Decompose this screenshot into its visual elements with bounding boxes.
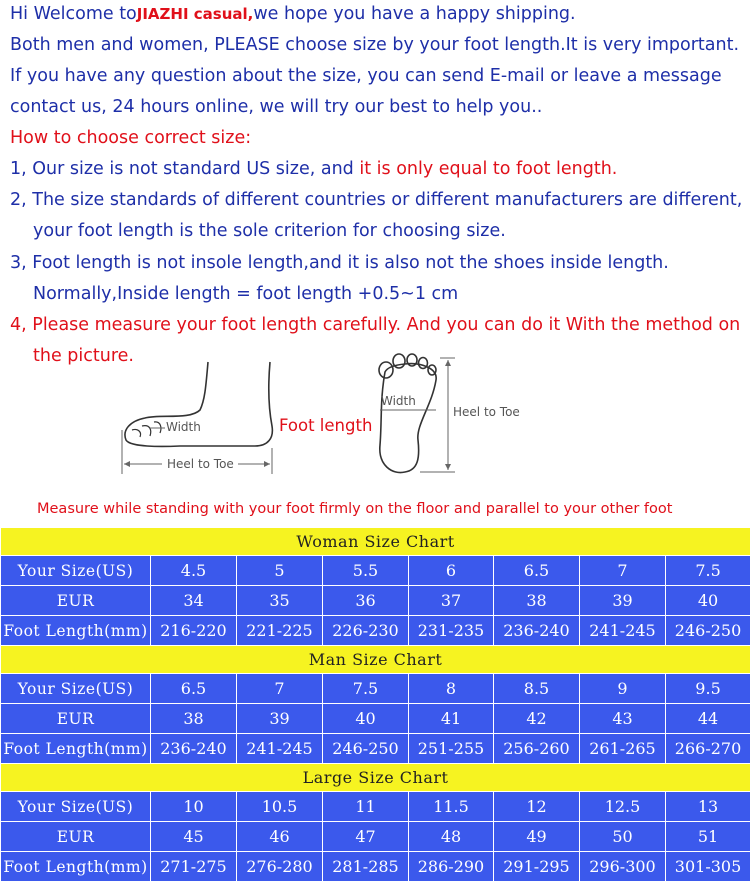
table-cell: 266-270 <box>666 734 750 764</box>
table-cell: 10 <box>151 792 237 822</box>
table-cell: 45 <box>151 822 237 852</box>
table-row <box>1 704 750 734</box>
table-cell: 42 <box>494 704 580 734</box>
row-label: Your Size(US) <box>1 674 151 704</box>
table-cell: 261-265 <box>580 734 666 764</box>
table-cell: 44 <box>666 704 750 734</box>
table-cell: 216-220 <box>151 616 237 646</box>
top-foot-drawing <box>379 354 436 473</box>
table-cell: 43 <box>580 704 666 734</box>
top-arrowhead-down <box>445 464 451 470</box>
top-heel-to-toe-label: Heel to Toe <box>453 405 520 419</box>
table-cell: 281-285 <box>323 852 409 882</box>
intro-line-2: Both men and women, PLEASE choose size by your foot length.It is very important. <box>10 35 740 55</box>
table-cell: 35 <box>237 586 323 616</box>
table-cell: 38 <box>151 704 237 734</box>
rule-3-continued: Normally,Inside length = foot length +0.5~1 cm <box>33 284 459 304</box>
row-label: Foot Length(mm) <box>1 852 151 882</box>
table-cell: 11.5 <box>409 792 494 822</box>
foot-length-label: Foot length <box>279 416 373 435</box>
side-arrowhead-left <box>124 461 130 467</box>
table-cell: 7 <box>237 674 323 704</box>
table-row <box>1 674 750 704</box>
man-chart-title: Man Size Chart <box>1 646 750 674</box>
table-cell: 51 <box>666 822 750 852</box>
row-label: Your Size(US) <box>1 556 151 586</box>
large-chart-title: Large Size Chart <box>1 764 750 792</box>
table-cell: 6.5 <box>494 556 580 586</box>
side-width-label: Width <box>166 420 201 434</box>
table-cell: 50 <box>580 822 666 852</box>
brand-name: JIAZHI casual, <box>136 5 254 23</box>
table-row <box>1 852 750 882</box>
rule-4-continued: the picture. <box>33 346 134 366</box>
table-row <box>1 556 750 586</box>
table-cell: 34 <box>151 586 237 616</box>
top-width-label: Width <box>381 394 416 408</box>
row-label: Foot Length(mm) <box>1 734 151 764</box>
table-cell: 49 <box>494 822 580 852</box>
table-cell: 241-245 <box>237 734 323 764</box>
table-cell: 39 <box>237 704 323 734</box>
table-cell: 4.5 <box>151 556 237 586</box>
how-to-heading: How to choose correct size: <box>10 128 252 148</box>
table-cell: 221-225 <box>237 616 323 646</box>
table-cell: 6 <box>409 556 494 586</box>
table-cell: 12.5 <box>580 792 666 822</box>
table-cell: 236-240 <box>494 616 580 646</box>
table-cell: 39 <box>580 586 666 616</box>
table-row <box>1 616 750 646</box>
table-row <box>1 586 750 616</box>
table-cell: 226-230 <box>323 616 409 646</box>
table-cell: 246-250 <box>323 734 409 764</box>
table-cell: 13 <box>666 792 750 822</box>
rule-4: 4, Please measure your foot length carefully. And you can do it With the method on <box>10 315 741 335</box>
table-cell: 231-235 <box>409 616 494 646</box>
table-cell: 286-290 <box>409 852 494 882</box>
table-cell: 12 <box>494 792 580 822</box>
woman-size-chart <box>0 528 750 646</box>
table-cell: 9 <box>580 674 666 704</box>
row-label: EUR <box>1 822 151 852</box>
table-row <box>1 822 750 852</box>
table-cell: 37 <box>409 586 494 616</box>
woman-chart-title: Woman Size Chart <box>1 528 750 556</box>
table-cell: 7 <box>580 556 666 586</box>
table-cell: 5 <box>237 556 323 586</box>
table-cell: 256-260 <box>494 734 580 764</box>
side-heel-to-toe-label: Heel to Toe <box>167 457 234 471</box>
top-arrowhead-up <box>445 360 451 366</box>
man-size-chart <box>0 646 750 764</box>
table-cell: 301-305 <box>666 852 750 882</box>
rule-3: 3, Foot length is not insole length,and it is also not the shoes inside length. <box>10 253 669 273</box>
table-cell: 36 <box>323 586 409 616</box>
table-cell: 40 <box>323 704 409 734</box>
large-size-chart <box>0 764 750 882</box>
row-label: Your Size(US) <box>1 792 151 822</box>
welcome-prefix: Hi Welcome to <box>10 4 137 24</box>
measure-note: Measure while standing with your foot firmly on the floor and parallel to your other foot <box>37 501 673 517</box>
table-row <box>1 734 750 764</box>
welcome-suffix: we hope you have a happy shipping. <box>253 4 576 24</box>
table-cell: 296-300 <box>580 852 666 882</box>
table-cell: 276-280 <box>237 852 323 882</box>
table-cell: 8.5 <box>494 674 580 704</box>
table-cell: 46 <box>237 822 323 852</box>
table-cell: 241-245 <box>580 616 666 646</box>
table-cell: 10.5 <box>237 792 323 822</box>
table-cell: 41 <box>409 704 494 734</box>
rule-1-highlight: it is only equal to foot length. <box>359 159 618 179</box>
table-cell: 48 <box>409 822 494 852</box>
table-row <box>1 792 750 822</box>
table-cell: 251-255 <box>409 734 494 764</box>
row-label: EUR <box>1 704 151 734</box>
table-cell: 236-240 <box>151 734 237 764</box>
table-cell: 5.5 <box>323 556 409 586</box>
table-cell: 11 <box>323 792 409 822</box>
table-cell: 271-275 <box>151 852 237 882</box>
rule-2-continued: your foot length is the sole criterion for choosing size. <box>33 221 506 241</box>
table-cell: 40 <box>666 586 750 616</box>
table-cell: 7.5 <box>666 556 750 586</box>
table-cell: 8 <box>409 674 494 704</box>
row-label: Foot Length(mm) <box>1 616 151 646</box>
side-arrowhead-right <box>264 461 270 467</box>
table-cell: 38 <box>494 586 580 616</box>
intro-line-3: If you have any question about the size, you can send E-mail or leave a message <box>10 66 722 86</box>
table-cell: 7.5 <box>323 674 409 704</box>
table-cell: 47 <box>323 822 409 852</box>
rule-2: 2, The size standards of different countries or different manufacturers are different, <box>10 190 743 210</box>
table-cell: 246-250 <box>666 616 750 646</box>
table-cell: 291-295 <box>494 852 580 882</box>
rule-1-text: 1, Our size is not standard US size, and <box>10 159 360 179</box>
intro-line-4: contact us, 24 hours online, we will try our best to help you.. <box>10 97 543 117</box>
row-label: EUR <box>1 586 151 616</box>
table-cell: 6.5 <box>151 674 237 704</box>
table-cell: 9.5 <box>666 674 750 704</box>
